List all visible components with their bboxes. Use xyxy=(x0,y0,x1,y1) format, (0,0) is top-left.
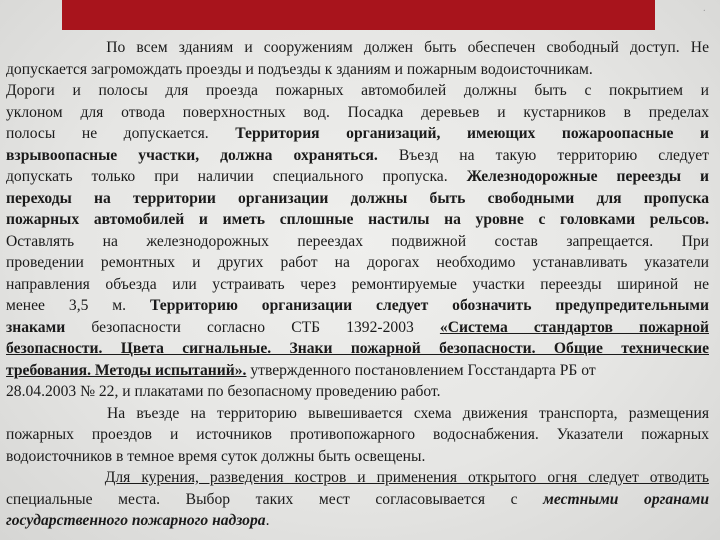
text-line xyxy=(6,295,709,317)
text-run: Дороги и полосы для проезда пожарных автомобилей должны быть с покрытием и xyxy=(6,82,709,99)
text-run: полосы не допускается. xyxy=(6,125,236,142)
text-line xyxy=(6,317,709,339)
text-line xyxy=(6,381,709,403)
text-line xyxy=(6,424,709,446)
text-run: Для курения, разведения костров и применения открытого огня следует отводить xyxy=(104,469,709,486)
text-line xyxy=(6,403,709,425)
text-run: По всем зданиям и сооружениям должен быть обеспечен свободный доступ. Не xyxy=(6,39,709,56)
title-banner xyxy=(62,0,655,30)
text-run: Въезд на такую территорию следует xyxy=(377,146,709,164)
text-line xyxy=(6,123,709,145)
document-body xyxy=(6,37,709,532)
text-run: проведении ремонтных и других работ на дорогах необходимо устанавливать указатели xyxy=(6,254,709,271)
text-line xyxy=(6,188,709,210)
text-run: пожарных автомобилей и иметь сплошные настилы на уровне с головками рельсов. xyxy=(6,211,709,228)
text-line xyxy=(6,102,709,124)
text-run: взрывоопасные участки, должна охраняться. xyxy=(6,146,378,164)
text-run: государственного пожарного надзора xyxy=(6,512,266,529)
text-run: переходы на территории организации должны быть свободными для пропуска xyxy=(6,189,709,207)
text-run: местными органами xyxy=(543,490,709,508)
text-line xyxy=(6,37,709,59)
text-run: Территория организаций, имеющих пожароопасные и xyxy=(235,125,709,142)
text-run: уклоном для отвода поверхностных вод. Посадка деревьев и кустарников в пределах xyxy=(6,103,709,121)
text-line xyxy=(6,360,709,382)
text-line xyxy=(6,446,709,468)
text-line xyxy=(6,252,709,274)
text-run: менее 3,5 м. xyxy=(6,297,150,314)
text-run: специальные места. Выбор таких мест согласовывается с xyxy=(6,490,544,508)
text-run xyxy=(6,469,105,486)
corner-mark: · xyxy=(702,6,706,17)
text-line xyxy=(6,80,709,102)
text-run: . xyxy=(265,512,270,529)
text-run: 28.04.2003 № 22, и плакатами по безопасному проведению работ. xyxy=(6,383,441,400)
text-run: пожарных проездов и источников противопожарного водоснабжения. Указатели пожарных xyxy=(6,426,709,443)
text-line xyxy=(6,338,709,360)
text-run: знаками xyxy=(6,318,66,336)
text-run: «Система стандартов пожарной xyxy=(439,318,709,336)
text-line xyxy=(6,166,709,188)
text-run: водоисточников в темное время суток должны быть освещены. xyxy=(6,447,426,465)
text-line xyxy=(6,59,709,81)
text-line xyxy=(6,231,709,253)
text-run: На въезде на территорию вывешивается схема движения транспорта, размещения xyxy=(6,404,709,422)
text-line xyxy=(6,467,709,489)
text-run: безопасности согласно СТБ 1392-2003 xyxy=(65,318,440,336)
text-line xyxy=(6,489,709,511)
text-run: требования. Методы испытаний». xyxy=(6,361,247,379)
text-run: допускается загромождать проезды и подъезды к зданиям и пожарным водоисточникам. xyxy=(6,60,593,78)
text-line xyxy=(6,145,709,167)
text-line xyxy=(6,274,709,296)
text-run: Территорию организации следует обозначить предупредительными xyxy=(150,297,710,314)
text-run: Оставлять на железнодорожных переездах подвижной состав запрещается. При xyxy=(6,232,709,250)
text-line xyxy=(6,209,709,231)
text-run: Железнодорожные переезды и xyxy=(466,168,709,185)
text-run: безопасности. Цвета сигнальные. Знаки пожарной безопасности. Общие технические xyxy=(6,340,709,357)
text-run: утвержденного постановлением Госстандарта РБ от xyxy=(246,361,596,379)
text-run: направления объезда или устраивать через ремонтируемые участки переезды шириной не xyxy=(6,275,709,293)
text-line xyxy=(6,510,709,532)
text-run: допускать только при наличии специального пропуска. xyxy=(6,168,467,185)
